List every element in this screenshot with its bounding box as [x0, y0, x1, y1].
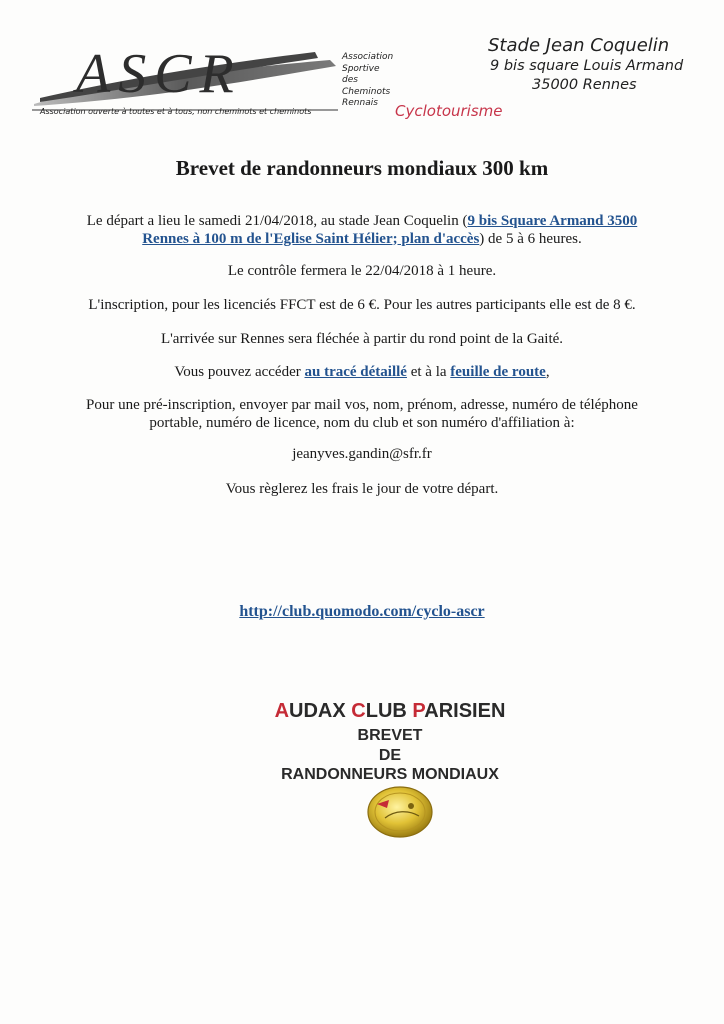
assoc-line: des — [342, 75, 358, 85]
club-initial: C — [351, 700, 366, 722]
parisien-word: ARISIEN — [424, 700, 506, 722]
audax-initial: A — [274, 700, 290, 722]
access-map-link[interactable]: 9 bis Square Armand 3500 Rennes à 100 m de l'Eglise Saint Hélier; plan d'accès — [142, 213, 638, 247]
trace-text-mid: et à la — [406, 364, 451, 380]
audax-title — [240, 700, 540, 723]
frais-paragraph: Vous règlerez les frais le jour de votre départ. — [225, 481, 499, 497]
route-trace-link[interactable]: au tracé détaillé — [304, 364, 407, 380]
page-title: Brevet de randonneurs mondiaux 300 km — [175, 156, 549, 180]
trace-text: Vous pouvez accéder — [174, 364, 305, 380]
audax-line-de: DE — [378, 747, 402, 764]
contact-email[interactable]: jeanyves.gandin@sfr.fr — [292, 446, 432, 462]
parisien-initial: P — [412, 700, 425, 722]
depart-paragraph — [62, 213, 662, 248]
section-label: Cyclotourisme — [395, 102, 503, 120]
arrivee-paragraph: L'arrivée sur Rennes sera fléchée à partir du rond point de la Gaité. — [160, 331, 564, 347]
assoc-line: Cheminots — [342, 86, 391, 97]
address-venue: Stade Jean Coquelin — [488, 35, 670, 56]
audax-word: UDAX — [289, 700, 352, 722]
club-word: LUB — [365, 700, 413, 722]
address-street: 9 bis square Louis Armand — [490, 58, 684, 74]
assoc-line: Sportive — [342, 63, 380, 74]
inscription-paragraph: L'inscription, pour les licenciés FFCT est de 6 €. Pour les autres participants elle est de 8 €. — [88, 297, 636, 313]
association-name — [342, 52, 393, 110]
audax-line-brevet: BREVET — [357, 727, 423, 744]
preinscription-paragraph: Pour une pré-inscription, envoyer par mail vos, nom, prénom, adresse, numéro de téléphone portable, numéro de licence, nom du club et son numéro d'affiliation à: — [86, 397, 638, 431]
depart-text-end: ) de 5 à 6 heures. — [479, 230, 582, 247]
assoc-line: Rennais — [342, 98, 378, 108]
trace-paragraph — [62, 364, 662, 382]
logo-text: ASCR — [76, 43, 242, 105]
tagline: Association ouverte à toutes et à tous, non cheminots et cheminots — [40, 107, 312, 116]
audax-line-randonneurs: RANDONNEURS MONDIAUX — [281, 766, 499, 783]
brm-medal-icon — [365, 784, 435, 839]
website-link[interactable]: http://club.quomodo.com/cyclo-ascr — [239, 603, 485, 620]
address-city: 35000 Rennes — [532, 77, 637, 93]
assoc-line: Association — [342, 52, 394, 62]
trace-text-end: , — [545, 364, 550, 380]
depart-text: Le départ a lieu le samedi 21/04/2018, au stade Jean Coquelin ( — [86, 213, 468, 229]
controle-paragraph: Le contrôle fermera le 22/04/2018 à 1 heure. — [227, 263, 497, 279]
road-sheet-link[interactable]: feuille de route — [450, 364, 546, 380]
